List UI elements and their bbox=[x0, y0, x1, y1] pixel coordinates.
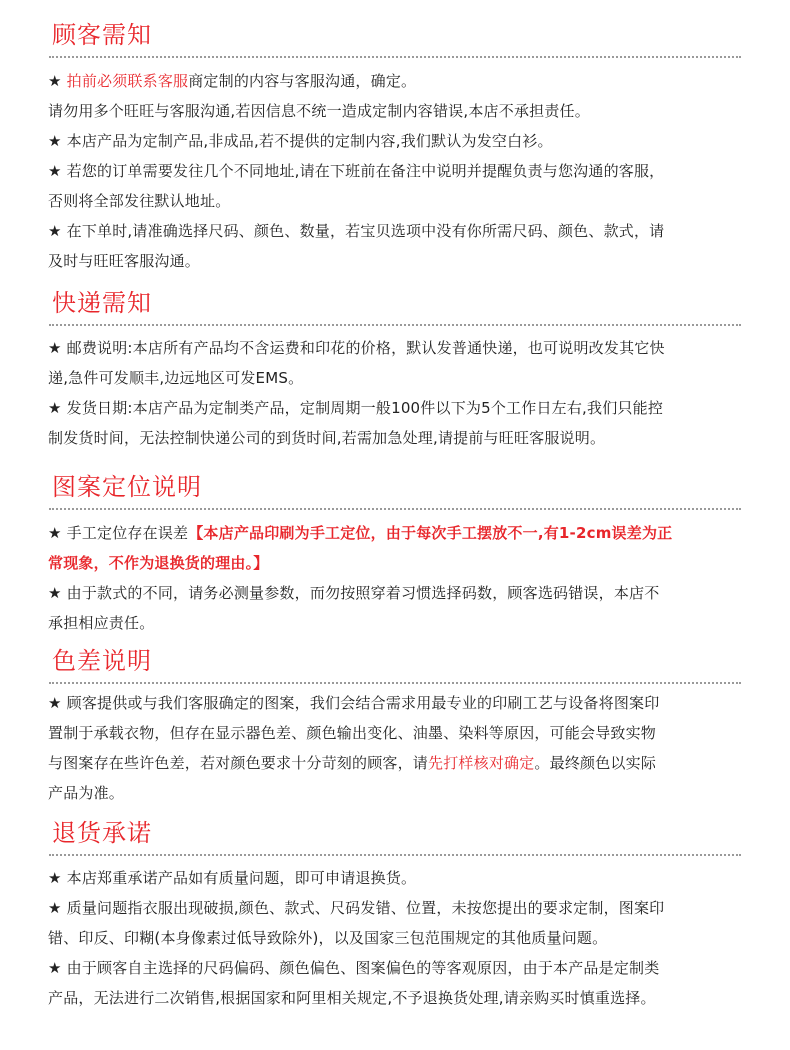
text: ★ 手工定位存在误差 bbox=[48, 524, 189, 542]
position-para-2-line-1: ★ 由于款式的不同，请务必测量参数，而勿按照穿着习惯选择码数，顾客选码错误，本店不 bbox=[48, 584, 660, 602]
shipping-para-1-line-1: ★ 邮费说明:本店所有产品均不含运费和印花的价格，默认发普通快递，也可说明改发其它快 bbox=[48, 339, 665, 357]
highlight-text: 先打样核对确定 bbox=[428, 754, 535, 772]
shipping-para-2-line-2: 制发货时间，无法控制快递公司的到货时间,若需加急处理,请提前与旺旺客服说明。 bbox=[48, 429, 606, 447]
dotted-divider bbox=[49, 324, 741, 326]
returns-para-2-line-2: 错、印反、印糊(本身像素过低导致除外)，以及国家三包范围规定的其他质量问题。 bbox=[48, 929, 608, 947]
returns-para-3-line-1: ★ 由于顾客自主选择的尺码偏码、颜色偏色、图案偏色的等客观原因，由于本产品是定制类 bbox=[48, 959, 660, 977]
section-title: 退货承诺 bbox=[52, 819, 152, 847]
position-para-1-line-1 bbox=[48, 518, 748, 548]
dotted-divider bbox=[49, 56, 741, 58]
color-para-line-2: 置制于承载衣物，但存在显示器色差、颜色输出变化、油墨、染料等原因，可能会导致实物 bbox=[48, 724, 657, 742]
section-title: 图案定位说明 bbox=[52, 473, 202, 501]
text: 商定制的内容与客服沟通，确定。 bbox=[188, 72, 417, 90]
section-title: 色差说明 bbox=[52, 647, 152, 675]
returns-para-2-line-1: ★ 质量问题指衣服出现破损,颜色、款式、尺码发错、位置，未按您提出的要求定制，图案印 bbox=[48, 899, 665, 917]
shipping-para-1-line-2: 递,急件可发顺丰,边远地区可发EMS。 bbox=[48, 369, 304, 387]
text: 。最终颜色以实际 bbox=[534, 754, 657, 772]
returns-para-3-line-2: 产品，无法进行二次销售,根据国家和阿里相关规定,不予退换货处理,请亲购买时慎重选择。 bbox=[48, 989, 656, 1007]
shipping-para-2-line-1: ★ 发货日期:本店产品为定制类产品，定制周期一般100件以下为5个工作日左右,我们只能控 bbox=[48, 399, 664, 417]
customer-para-1-line-2: 请勿用多个旺旺与客服沟通,若因信息不统一造成定制内容错误,本店不承担责任。 bbox=[48, 102, 590, 120]
section-title: 顾客需知 bbox=[52, 21, 152, 49]
returns-para-1: ★ 本店郑重承诺产品如有质量问题，即可申请退换货。 bbox=[48, 869, 417, 887]
customer-para-4-line-2: 及时与旺旺客服沟通。 bbox=[48, 252, 201, 270]
dotted-divider bbox=[49, 682, 741, 684]
star-bullet: ★ bbox=[48, 72, 67, 90]
customer-para-4-line-1: ★ 在下单时,请准确选择尺码、颜色、数量，若宝贝选项中没有你所需尺码、颜色、款式，请 bbox=[48, 222, 665, 240]
customer-para-3-line-1: ★ 若您的订单需要发往几个不同地址,请在下班前在备注中说明并提醒负责与您沟通的客服， bbox=[48, 162, 665, 180]
dotted-divider bbox=[49, 854, 741, 856]
section-title: 快递需知 bbox=[52, 289, 152, 317]
customer-para-2: ★ 本店产品为定制产品,非成品,若不提供的定制内容,我们默认为发空白衫。 bbox=[48, 132, 553, 150]
color-para-line-3 bbox=[48, 748, 748, 778]
customer-para-3-line-2: 否则将全部发往默认地址。 bbox=[48, 192, 231, 210]
position-para-2-line-2: 承担相应责任。 bbox=[48, 614, 155, 632]
customer-para-1-line-1 bbox=[48, 66, 748, 96]
position-para-1-line-2: 常现象，不作为退换货的理由。】 bbox=[48, 554, 269, 572]
color-para-line-4: 产品为准。 bbox=[48, 784, 125, 802]
text: 与图案存在些许色差，若对颜色要求十分苛刻的顾客，请 bbox=[48, 754, 429, 772]
dotted-divider bbox=[49, 508, 741, 510]
color-para-line-1: ★ 顾客提供或与我们客服确定的图案，我们会结合需求用最专业的印刷工艺与设备将图案印 bbox=[48, 694, 660, 712]
highlight-text: 拍前必须联系客服 bbox=[66, 72, 189, 90]
highlight-text: 【本店产品印刷为手工定位，由于每次手工摆放不一,有1-2cm误差为正 bbox=[188, 524, 673, 542]
